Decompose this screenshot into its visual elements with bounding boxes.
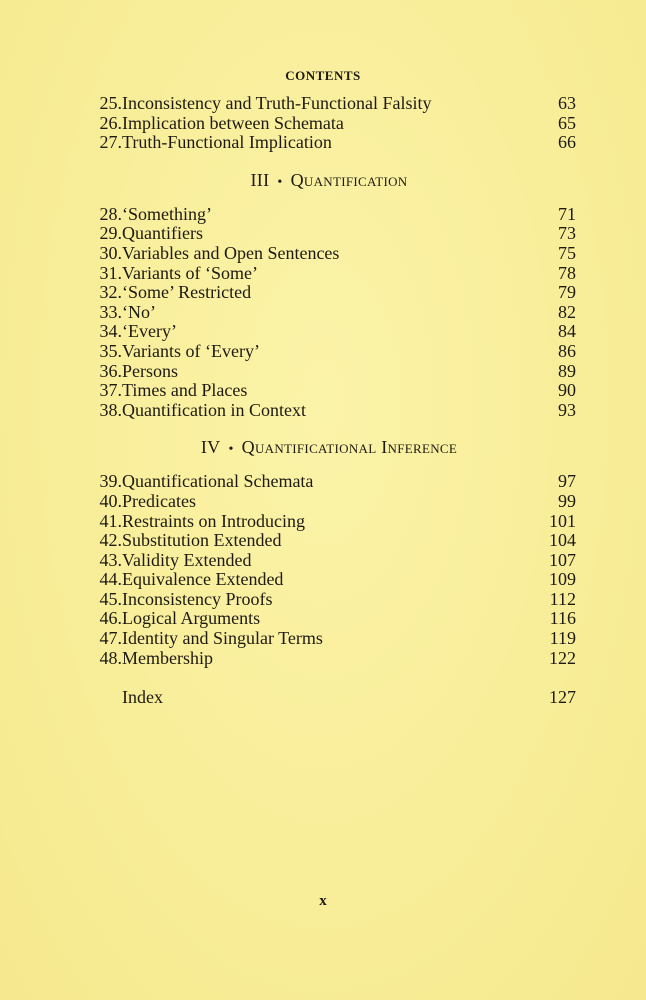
part-numeral: IV: [200, 437, 221, 458]
toc-entry: [82, 492, 576, 512]
part-heading-4: [82, 433, 576, 462]
toc-entry: [82, 472, 576, 492]
part-title: Quantificational Inference: [241, 437, 458, 458]
toc-entry: [82, 362, 576, 382]
entry-title: Index: [122, 687, 163, 708]
entry-page: 75: [558, 242, 576, 263]
entry-number: 32.: [99, 282, 122, 303]
entry-page: 109: [549, 569, 576, 590]
toc-entry: [82, 531, 576, 551]
entry-title: Variants of ‘Every’: [122, 340, 260, 361]
entry-page: 116: [549, 608, 576, 629]
entry-page: 93: [558, 399, 576, 420]
toc-entry: [82, 342, 576, 362]
entry-page: 112: [549, 588, 576, 609]
entry-number: 31.: [99, 262, 122, 283]
entry-number: 34.: [99, 321, 122, 342]
entry-title: Quantificational Schemata: [122, 471, 314, 492]
entry-title: Truth-Functional Implication: [122, 132, 332, 153]
toc-group-c: [82, 472, 576, 668]
entry-title: Inconsistency Proofs: [122, 588, 273, 609]
entry-number: 40.: [99, 490, 122, 511]
part-heading-3: [82, 166, 576, 195]
entry-number: 37.: [99, 380, 122, 401]
toc-group-a: [82, 94, 576, 153]
entry-title: Identity and Singular Terms: [122, 628, 323, 649]
entry-page: 97: [558, 471, 576, 492]
entry-number: 43.: [99, 549, 122, 570]
entry-number: 45.: [99, 588, 122, 609]
entry-number: 38.: [99, 399, 122, 420]
entry-number: 26.: [99, 112, 122, 133]
entry-number: 47.: [99, 628, 122, 649]
entry-page: 119: [549, 628, 576, 649]
entry-number: 46.: [99, 608, 122, 629]
entry-page: 66: [558, 132, 576, 153]
entry-title: Implication between Schemata: [122, 112, 344, 133]
entry-title: Equivalence Extended: [122, 569, 284, 590]
toc-entry: [82, 224, 576, 244]
entry-page: 104: [549, 530, 576, 551]
entry-page: 86: [558, 340, 576, 361]
entry-page: 107: [549, 549, 576, 570]
entry-number: 41.: [99, 510, 122, 531]
toc-entry: [82, 609, 576, 629]
toc-entry: [82, 551, 576, 571]
entry-title: Variants of ‘Some’: [122, 262, 258, 283]
entry-title: Times and Places: [122, 380, 248, 401]
toc-entry: [82, 264, 576, 284]
entry-number: 35.: [99, 340, 122, 361]
entry-number: 36.: [99, 360, 122, 381]
toc-entry: [82, 629, 576, 649]
entry-title: Quantification in Context: [122, 399, 306, 420]
toc-entry: [82, 381, 576, 401]
entry-number: 28.: [99, 203, 122, 224]
entry-number: 42.: [99, 530, 122, 551]
toc-entry: [82, 94, 576, 114]
entry-number: 39.: [99, 471, 122, 492]
table-of-contents: [82, 94, 576, 708]
entry-page: 73: [558, 223, 576, 244]
entry-number: 30.: [99, 242, 122, 263]
entry-page: 78: [558, 262, 576, 283]
entry-number: 27.: [99, 132, 122, 153]
entry-title: ‘Every’: [122, 321, 177, 342]
bullet-icon: •: [277, 174, 283, 190]
entry-title: Quantifiers: [122, 223, 203, 244]
entry-page: 79: [558, 282, 576, 303]
entry-title: Variables and Open Sentences: [122, 242, 340, 263]
entry-page: 90: [558, 380, 576, 401]
toc-entry: [82, 244, 576, 264]
entry-page: 63: [558, 93, 576, 113]
entry-page: 127: [549, 687, 576, 708]
toc-entry: [82, 401, 576, 421]
entry-number: 29.: [99, 223, 122, 244]
entry-number: 33.: [99, 301, 122, 322]
entry-page: 101: [549, 510, 576, 531]
entry-number: 48.: [99, 647, 122, 668]
entry-title: Membership: [122, 647, 213, 668]
toc-entry: [82, 283, 576, 303]
entry-page: 71: [558, 203, 576, 224]
part-title: Quantification: [290, 169, 408, 190]
entry-title: Predicates: [122, 490, 196, 511]
entry-title: ‘Something’: [122, 203, 212, 224]
toc-entry: [82, 649, 576, 669]
part-numeral: III: [250, 169, 270, 190]
entry-title: Persons: [122, 360, 179, 381]
entry-page: 89: [558, 360, 576, 381]
toc-entry: [82, 512, 576, 532]
page-number: x: [319, 893, 327, 909]
entry-title: Inconsistency and Truth-Functional Falsity: [122, 93, 432, 113]
entry-title: Logical Arguments: [122, 608, 261, 629]
entry-title: Restraints on Introducing: [122, 510, 305, 531]
entry-title: ‘No’: [122, 301, 156, 322]
toc-entry: [82, 322, 576, 342]
toc-entry: [82, 133, 576, 153]
toc-entry: [82, 114, 576, 134]
bullet-icon: •: [228, 442, 234, 458]
entry-number: 25.: [99, 93, 122, 113]
entry-page: 99: [558, 490, 576, 511]
entry-page: 65: [558, 112, 576, 133]
toc-entry-index: [82, 688, 576, 708]
entry-page: 84: [558, 321, 576, 342]
entry-title: Substitution Extended: [122, 530, 282, 551]
entry-title: Validity Extended: [122, 549, 252, 570]
toc-entry: [82, 590, 576, 610]
entry-title: ‘Some’ Restricted: [122, 282, 252, 303]
entry-page: 82: [558, 301, 576, 322]
toc-entry: [82, 303, 576, 323]
entry-page: 122: [549, 647, 576, 668]
running-head: CONTENTS: [285, 68, 361, 83]
entry-number: 44.: [99, 569, 122, 590]
toc-group-b: [82, 205, 576, 421]
toc-entry: [82, 205, 576, 225]
toc-entry: [82, 570, 576, 590]
